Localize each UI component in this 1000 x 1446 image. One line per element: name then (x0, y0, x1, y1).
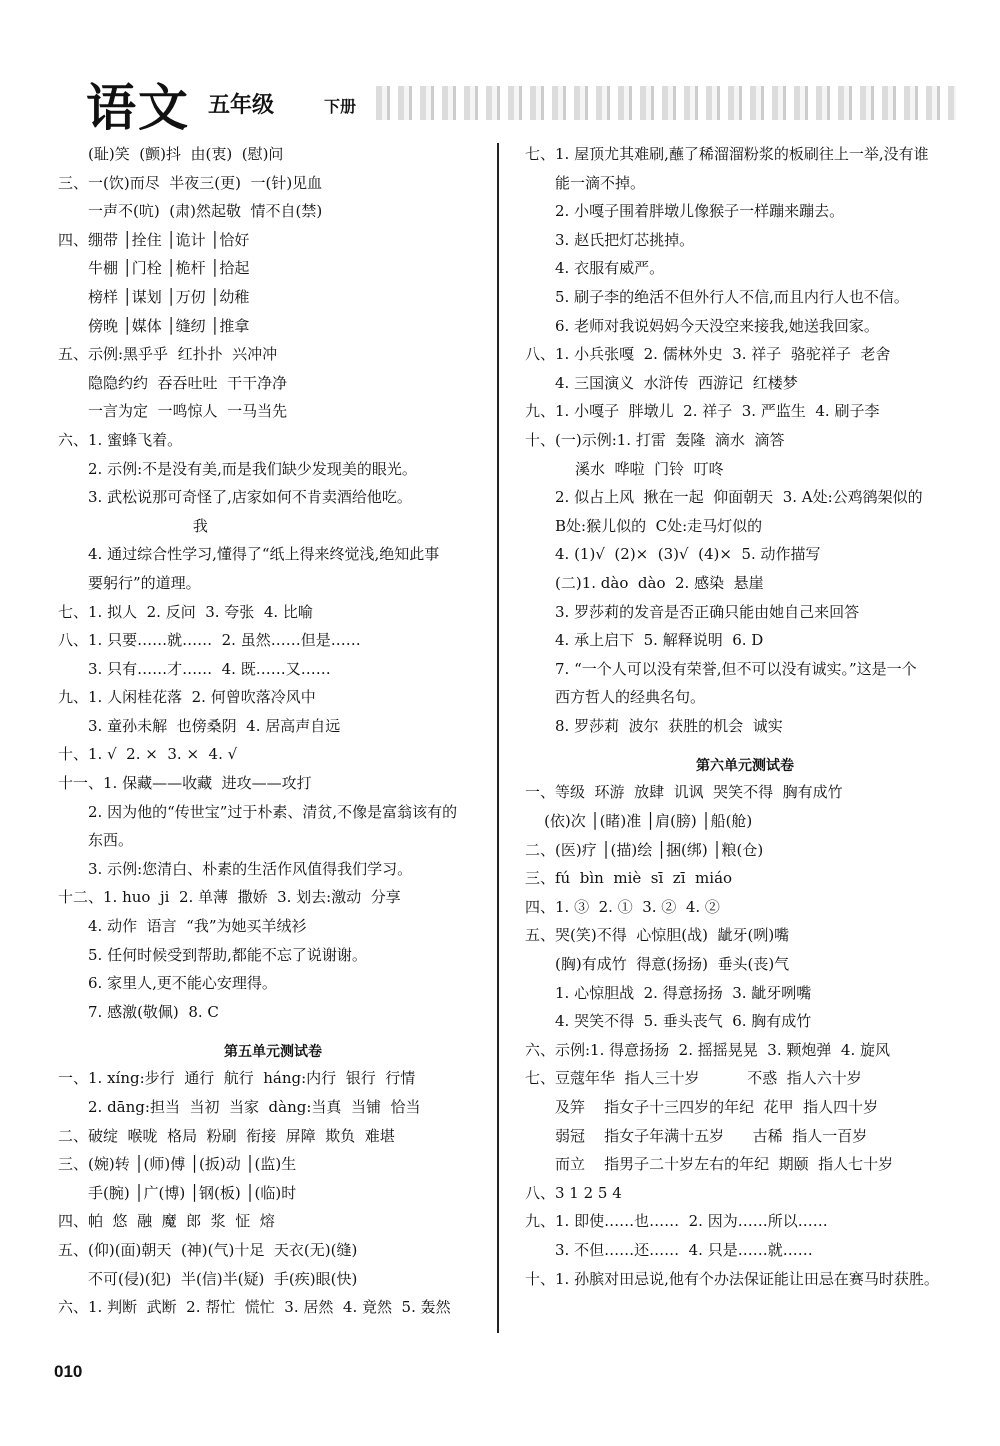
answer-line: 溪水 哗啦 门铃 叮咚 (575, 459, 724, 478)
header-decorative-band (376, 86, 956, 120)
answer-line: 3. 不但……还…… 4. 只是……就…… (555, 1240, 813, 1259)
column-divider (497, 143, 499, 1333)
answer-line: 隐隐约约 吞吞吐吐 干干净净 (88, 373, 288, 392)
answer-line: 一言为定 一鸣惊人 一马当先 (88, 402, 288, 421)
answer-line: 7. 感激(敬佩) 8. C (88, 1002, 219, 1021)
answer-line: 九、1. 人闲桂花落 2. 何曾吹落冷风中 (58, 688, 316, 707)
answer-line: 傍晚 │媒体 │缝纫 │推拿 (88, 316, 250, 335)
answer-line: 2. dāng:担当 当初 当家 dàng:当真 当铺 恰当 (88, 1098, 421, 1116)
answer-line: 九、1. 小嘎子 胖墩儿 2. 祥子 3. 严监生 4. 刷子李 (525, 402, 880, 421)
answer-line: 4. 承上启下 5. 解释说明 6. D (555, 631, 764, 650)
answer-line: 四、帕 悠 融 魔 郎 浆 怔 熔 (58, 1212, 275, 1231)
answer-line: 五、(仰)(面)朝天 (神)(气)十足 天衣(无)(缝) (58, 1240, 358, 1259)
answer-line: 6. 家里人,更不能心安理得。 (88, 974, 277, 993)
answer-line: 能一滴不掉。 (555, 173, 646, 192)
answer-line: 4. 衣服有威严。 (555, 259, 665, 278)
page-number: 010 (54, 1362, 83, 1381)
answer-line: 7. “一个人可以没有荣誉,但不可以没有诚实。”这是一个 (555, 659, 917, 678)
answer-line: 一声不(吭) (肃)然起敬 情不自(禁) (88, 202, 323, 221)
answer-line: 八、3 1 2 5 4 (525, 1183, 622, 1202)
answer-line: 五、哭(笑)不得 心惊胆(战) 龇牙(咧)嘴 (525, 926, 790, 945)
watermark-logo (826, 1365, 966, 1429)
answer-line: 三、fú bìn miè sī zī miáo (525, 869, 733, 888)
section-title: 第六单元测试卷 (696, 758, 794, 775)
answer-line: 七、1. 拟人 2. 反问 3. 夸张 4. 比喻 (58, 602, 313, 621)
answer-line: 五、示例:黑乎乎 红扑扑 兴冲冲 (58, 345, 278, 364)
answer-line: 八、1. 小兵张嘎 2. 儒林外史 3. 祥子 骆驼祥子 老舍 (525, 345, 891, 364)
section-title: 第五单元测试卷 (224, 1044, 322, 1061)
answer-line: 4. (1)√ (2)× (3)√ (4)× 5. 动作描写 (555, 545, 821, 564)
answer-line: 2. 因为他的“传世宝”过于朴素、清贫,不像是富翁该有的 (88, 802, 458, 821)
answer-line: 弱冠 指女子年满十五岁 古稀 指人一百岁 (555, 1126, 868, 1145)
answer-line: 八、1. 只要……就…… 2. 虽然……但是…… (58, 631, 361, 650)
subject-title: 语文 (86, 79, 190, 137)
answer-line: 四、1. ③ 2. ① 3. ② 4. ② (525, 897, 720, 916)
answer-line: 4. 三国演义 水浒传 西游记 红楼梦 (555, 373, 798, 392)
answer-line: 十二、1. huo ji 2. 单薄 撒娇 3. 划去:激动 分享 (58, 888, 401, 907)
left-answer-column (58, 140, 488, 1322)
answer-line: (二)1. dào dào 2. 感染 悬崖 (555, 573, 764, 592)
answer-line: 我 (88, 516, 208, 535)
answer-line: 1. 心惊胆战 2. 得意扬扬 3. 龇牙咧嘴 (555, 983, 812, 1002)
answer-line: (依)次 │(睹)准 │肩(膀) │船(舱) (525, 812, 753, 831)
answer-line: 牛棚 │门栓 │桅杆 │拾起 (88, 259, 250, 278)
answer-line: 一、等级 环游 放肆 讥讽 哭笑不得 胸有成竹 (525, 783, 843, 802)
answer-line: 3. 武松说那可奇怪了,店家如何不肯卖酒给他吃。 (88, 488, 412, 507)
answer-line: 3. 罗莎莉的发音是否正确只能由她自己来回答 (555, 602, 860, 621)
answer-line: 九、1. 即使……也…… 2. 因为……所以…… (525, 1212, 828, 1231)
answer-line: 七、1. 屋顶尤其难刷,蘸了稀溜溜粉浆的板刷往上一举,没有谁 (525, 145, 929, 163)
answer-line: 不可(侵)(犯) 半(信)半(疑) 手(疾)眼(快) (88, 1269, 358, 1288)
answer-line: 4. 动作 语言 “我”为她买羊绒衫 (88, 917, 307, 936)
answer-line: (耻)笑 (颤)抖 由(衷) (慰)问 (88, 145, 284, 163)
answer-line: 2. 似占上风 揪在一起 仰面朝天 3. A处:公鸡鹆架似的 (555, 488, 923, 507)
right-answer-column (525, 140, 965, 1293)
answer-line: 及笄 指女子十三四岁的年纪 花甲 指人四十岁 (555, 1098, 879, 1116)
answer-line: 西方哲人的经典名句。 (555, 688, 706, 707)
answer-line: 四、绷带 │拴住 │诡计 │恰好 (58, 230, 250, 249)
answer-line: 十一、1. 保藏——收藏 进攻——攻打 (58, 774, 312, 793)
answer-line: 3. 童孙未解 也傍桑阴 4. 居高声自远 (88, 716, 341, 735)
answer-line: 4. 通过综合性学习,懂得了“纸上得来终觉浅,绝知此事 (88, 545, 440, 564)
answer-line: 七、豆蔻年华 指人三十岁 不惑 指人六十岁 (525, 1069, 862, 1088)
answer-line: 三、一(饮)而尽 半夜三(更) 一(针)见血 (58, 173, 323, 192)
answer-line: 5. 刷子李的绝活不但外行人不信,而且内行人也不信。 (555, 287, 909, 306)
answer-line: 二、(医)疗 │(描)绘 │捆(绑) │粮(仓) (525, 840, 764, 859)
answer-line: 手(腕) │广(博) │钢(板) │(临)时 (88, 1183, 297, 1202)
answer-line: 二、破绽 喉咙 格局 粉刷 衔接 屏障 欺负 难堪 (58, 1126, 395, 1145)
answer-line: 而立 指男子二十岁左右的年纪 期颐 指人七十岁 (555, 1155, 894, 1174)
answer-line: 3. 只有……才…… 4. 既……又…… (88, 659, 331, 678)
answer-line: 十、1. √ 2. × 3. × 4. √ (58, 745, 238, 764)
answer-line: 5. 任何时候受到帮助,都能不忘了说谢谢。 (88, 945, 367, 964)
answer-line: 4. 哭笑不得 5. 垂头丧气 6. 胸有成竹 (555, 1012, 812, 1031)
answer-line: 六、1. 蜜蜂飞着。 (58, 430, 183, 449)
answer-line: 十、1. 孙膑对田忌说,他有个办法保证能让田忌在赛马时获胜。 (525, 1269, 939, 1288)
answer-line: 一、1. xíng:步行 通行 航行 háng:内行 银行 行情 (58, 1069, 416, 1088)
answer-line: 十、(一)示例:1. 打雷 轰隆 滴水 滴答 (525, 430, 785, 449)
answer-line: 要躬行”的道理。 (88, 573, 201, 592)
answer-line: 六、1. 判断 武断 2. 帮忙 慌忙 3. 居然 4. 竟然 5. 轰然 (58, 1298, 451, 1317)
answer-line: 2. 示例:不是没有美,而是我们缺少发现美的眼光。 (88, 459, 417, 478)
answer-line: B处:猴儿似的 C处:走马灯似的 (555, 516, 763, 535)
answer-line: 2. 小嘎子围着胖墩儿像猴子一样蹦来蹦去。 (555, 202, 845, 221)
answer-line: 东西。 (88, 831, 134, 850)
answer-line: 6. 老师对我说妈妈今天没空来接我,她送我回家。 (555, 316, 879, 335)
volume-label: 下册 (324, 97, 357, 116)
answer-line: (胸)有成竹 得意(扬扬) 垂头(丧)气 (555, 955, 790, 974)
answer-line: 3. 示例:您清白、朴素的生活作风值得我们学习。 (88, 859, 413, 878)
answer-line: 六、示例:1. 得意扬扬 2. 摇摇晃晃 3. 颗炮弹 4. 旋风 (525, 1040, 890, 1059)
answer-line: 三、(婉)转 │(师)傅 │(扳)动 │(监)生 (58, 1155, 297, 1174)
grade-label: 五年级 (208, 93, 275, 118)
page-header (86, 68, 956, 137)
answer-line: 榜样 │谋划 │万仞 │幼稚 (88, 287, 250, 306)
answer-line: 8. 罗莎莉 波尔 获胜的机会 诚实 (555, 716, 783, 735)
answer-line: 3. 赵氏把灯芯挑掉。 (555, 230, 695, 249)
